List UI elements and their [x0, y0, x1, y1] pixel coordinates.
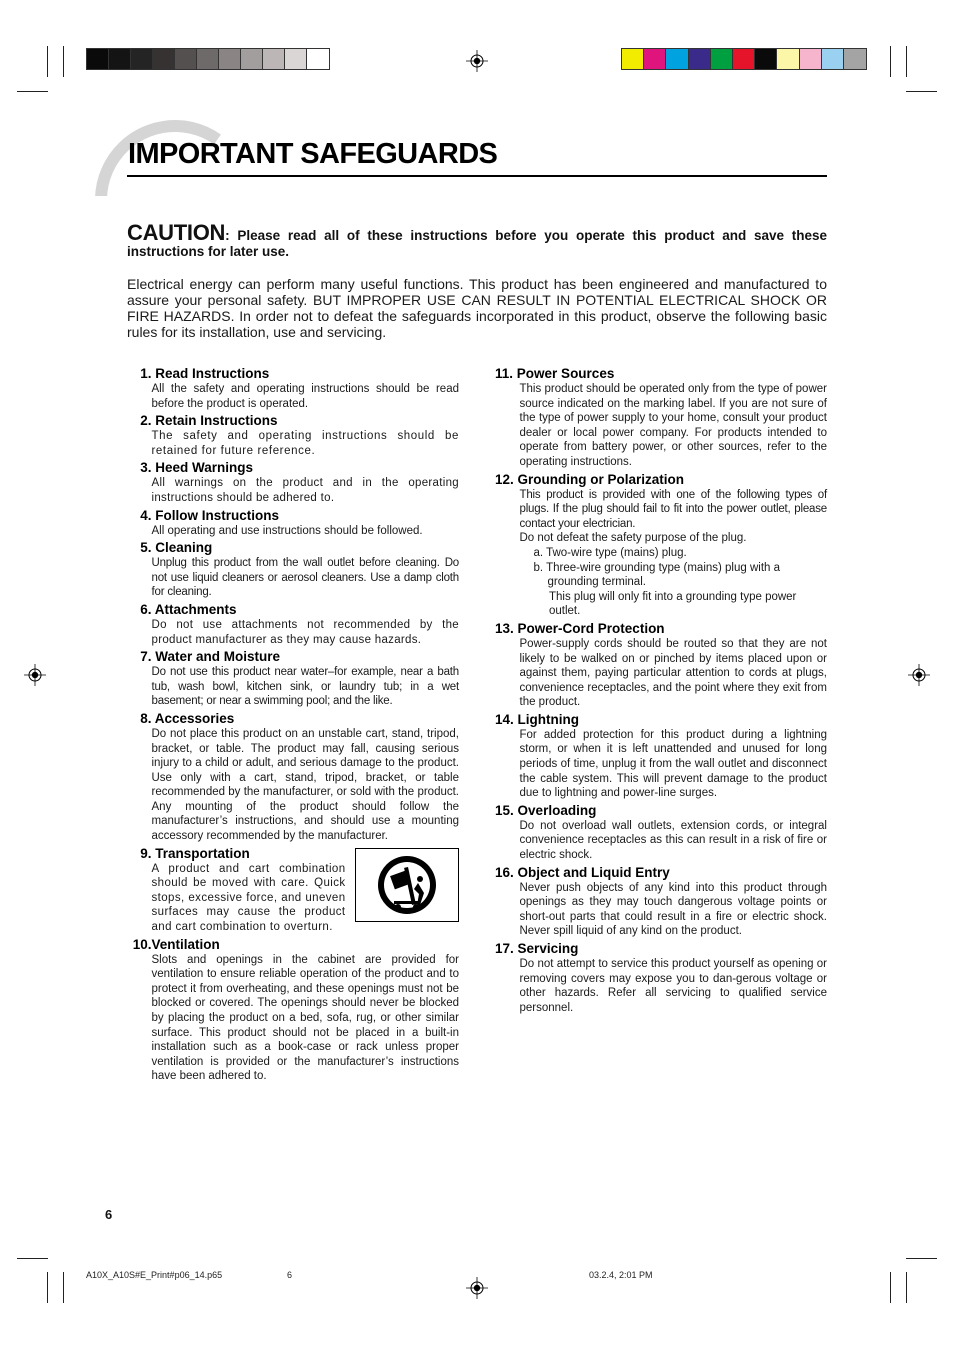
crop-mark	[47, 1272, 48, 1303]
item-number: 5.	[140, 540, 152, 556]
item-body: Power-supply cords should be routed so that they are not likely to be walked on or pinched by items placed upon or against them, paying particular attention to cords at plugs, convenience receptacles, and the point where they exit from the product.	[519, 637, 827, 709]
item-heading: Read Instructions	[155, 366, 270, 381]
color-swatch	[131, 49, 153, 69]
safeguard-item	[127, 602, 459, 647]
item-heading: Retain Instructions	[155, 413, 278, 429]
color-calibration-bar	[621, 48, 867, 70]
cart-tipover-icon	[356, 849, 458, 921]
item-heading: Attachments	[154, 601, 237, 617]
color-swatch	[800, 49, 822, 69]
cart-warning-figure	[355, 848, 459, 922]
plug-type-a: a. Two-wire type (mains) plug.	[533, 546, 687, 559]
color-swatch	[711, 49, 733, 69]
color-swatch	[844, 49, 866, 69]
crop-mark	[17, 91, 48, 92]
item-body: Never push objects of any kind into this product through openings as they may touch dangerous voltage points or short-out parts that could result in a fire or electric shock. Never spill liquid of any kind on the product.	[519, 881, 827, 938]
item-heading: Water and Moisture	[155, 649, 281, 665]
crop-mark	[63, 46, 64, 77]
crop-mark	[906, 1258, 937, 1259]
caution-text: : Please read all of these instructions before you operate this product and save these instructions for later use.	[127, 228, 827, 259]
safeguard-item	[495, 803, 827, 863]
item-body: For added protection for this product during a lightning storm, or when it is left unattended and unused for long periods of time, unplug it from the wall outlet and disconnect the cable system. This will prevent damage to the product due to lightning and power-line surges.	[519, 728, 827, 800]
crop-mark	[906, 1272, 907, 1303]
color-swatch	[263, 49, 285, 69]
item-number: 10.	[132, 936, 152, 952]
registration-mark-icon	[24, 664, 46, 686]
registration-mark-icon	[908, 664, 930, 686]
item-body: The safety and operating instructions should be retained for future reference.	[151, 430, 459, 457]
footer-timestamp: 03.2.4, 2:01 PM	[589, 1270, 653, 1280]
item-heading: Servicing	[517, 941, 579, 956]
item-number: 15.	[495, 802, 514, 818]
color-swatch	[822, 49, 844, 69]
color-swatch	[307, 49, 329, 69]
color-swatch	[777, 49, 799, 69]
item-body: Do not use attachments not recommended by the product manufacturer as they may cause hazards.	[151, 618, 459, 646]
crop-mark	[906, 46, 907, 77]
item-body: All warnings on the product and in the operating instructions should be adhered to.	[151, 477, 459, 504]
footer-filename: A10X_A10S#E_Print#p06_14.p65	[86, 1270, 223, 1280]
item-number: 6.	[140, 601, 152, 617]
color-swatch	[87, 49, 109, 69]
item-number: 14.	[495, 711, 514, 727]
right-column	[495, 366, 827, 1017]
crop-mark	[890, 46, 891, 77]
item-number: 1.	[140, 366, 152, 381]
safeguard-item	[127, 460, 459, 505]
plug-type-b-note: This plug will only fit into a grounding type power outlet.	[549, 590, 797, 618]
item-heading: Transportation	[155, 845, 250, 861]
crop-mark	[17, 1258, 48, 1259]
safeguard-item	[495, 621, 827, 710]
color-swatch	[733, 49, 755, 69]
intro-paragraph: Electrical energy can perform many useful functions. This product has been engineered and manufactured to assure your personal safety. BUT IMPROPER USE CAN RESULT IN POTENTIAL ELECTRICAL SHOCK OR FIRE HAZARDS. In order not to defeat the safeguards incorporated in this product, observe the following basic rules for its installation, use and servicing.	[127, 276, 827, 340]
item-body: Do not place this product on an unstable cart, stand, tripod, bracket, or table. The product may fall, causing serious injury to a child or adult, and serious damage to the product. Use only with a cart, stand, tripod, bracket, or table recommended by the manufacturer, or sold with the product. Any mounting of the product should follow the manufacturer’s instructions, and should use a mounting accessory recommended by the manufacturer.	[151, 727, 459, 843]
color-swatch	[689, 49, 711, 69]
item-number: 3.	[140, 460, 152, 476]
item-body: This product is provided with one of the following types of plugs. If the plug should fail to fit into the power outlet, please contact your electrician.	[519, 488, 827, 530]
item-heading: Lightning	[517, 711, 580, 727]
caution-word: CAUTION	[127, 220, 226, 245]
item-heading: Heed Warnings	[155, 460, 254, 476]
item-heading: Ventilation	[151, 936, 220, 952]
crop-mark	[47, 46, 48, 77]
item-number: 8.	[140, 710, 152, 726]
item-number: 16.	[495, 864, 514, 880]
item-heading: Power-Cord Protection	[517, 620, 665, 636]
color-swatch	[153, 49, 175, 69]
item-body: All operating and use instructions should be followed.	[151, 524, 423, 537]
color-swatch	[219, 49, 241, 69]
item-heading: Follow Instructions	[155, 507, 280, 523]
item-heading: Grounding or Polarization	[517, 471, 685, 487]
left-column	[127, 366, 459, 1086]
item-number: 17.	[495, 941, 514, 956]
item-body: A product and cart combination should be moved with care. Quick stops, excessive force, and uneven surfaces may cause the product and cart combination to overturn.	[151, 862, 346, 934]
item-number: 2.	[140, 413, 152, 429]
color-swatch	[666, 49, 688, 69]
item-heading: Overloading	[517, 802, 597, 818]
title-underline	[127, 175, 827, 177]
safeguard-item	[127, 540, 459, 600]
safeguard-item	[127, 366, 459, 411]
color-swatch	[241, 49, 263, 69]
item-number: 12.	[495, 471, 514, 487]
item-body: This product should be operated only from the type of power source indicated on the marking label. If you are not sure of the type of power supply to your home, consult your product dealer or local power company. For products intended to operate from battery power, or other sources, refer to the operating instructions.	[519, 383, 827, 468]
safeguard-item	[495, 941, 827, 1015]
page-number: 6	[105, 1207, 113, 1222]
item-number: 4.	[140, 507, 152, 523]
item-body: Do not attempt to service this product yourself as opening or removing covers may expose you to dan-gerous voltage or other hazards. Refer all servicing to qualified service personnel.	[519, 958, 827, 1014]
safeguard-item	[127, 413, 459, 458]
item-number: 7.	[140, 649, 152, 665]
caution-paragraph	[127, 220, 827, 260]
item-body: Unplug this product from the wall outlet before cleaning. Do not use liquid cleaners or aerosol cleaners. Use a damp cloth for cleaning.	[151, 557, 459, 599]
color-swatch	[285, 49, 307, 69]
item-body-extra: Do not defeat the safety purpose of the plug.	[519, 532, 747, 545]
item-body: All the safety and operating instructions should be read before the product is operated.	[151, 383, 459, 410]
safeguard-item	[127, 649, 459, 709]
item-body: Do not overload wall outlets, extension cords, or integral convenience receptacles as this can result in a risk of fire or electric shock.	[519, 819, 827, 862]
color-swatch	[197, 49, 219, 69]
safeguard-item	[495, 366, 827, 470]
safeguard-item	[495, 865, 827, 939]
item-number: 13.	[495, 620, 514, 636]
registration-mark-icon	[466, 1277, 488, 1299]
safeguard-item	[127, 508, 459, 539]
item-heading: Power Sources	[516, 366, 615, 381]
item-heading: Accessories	[154, 710, 235, 726]
registration-mark-icon	[466, 50, 488, 72]
footer-page: 6	[287, 1270, 293, 1280]
color-swatch	[109, 49, 131, 69]
item-body: Slots and openings in the cabinet are provided for ventilation to ensure reliable operation of the product and to protect it from overheating, and these openings must not be blocked or covered. The openings should never be blocked by placing the product on a bed, sofa, rug, or other similar surface. This product should not be placed in a built-in installation such as a book-case or rack unless proper ventilation is provided or the manufacturer’s instructions have been adhered to.	[151, 953, 459, 1083]
page-title: IMPORTANT SAFEGUARDS	[128, 138, 498, 170]
item-number: 11.	[495, 366, 514, 381]
gray-calibration-bar	[86, 48, 330, 70]
color-swatch	[644, 49, 666, 69]
safeguard-item	[495, 712, 827, 801]
color-swatch	[755, 49, 777, 69]
item-heading: Cleaning	[155, 540, 213, 556]
safeguard-item	[127, 937, 459, 1084]
crop-mark	[906, 91, 937, 92]
item-body: Do not use this product near water–for example, near a bath tub, wash bowl, kitchen sink, or laundry tub; in a wet basement; or near a swimming pool; and the like.	[151, 666, 459, 708]
safeguard-item	[127, 711, 459, 844]
item-heading: Object and Liquid Entry	[517, 864, 670, 880]
plug-type-b: b. Three-wire grounding type (mains) plug with a grounding terminal.	[533, 561, 781, 589]
color-swatch	[622, 49, 644, 69]
safeguard-item	[495, 472, 827, 619]
safeguard-item	[127, 846, 459, 935]
item-number: 9.	[140, 845, 152, 861]
color-swatch	[175, 49, 197, 69]
crop-mark	[890, 1272, 891, 1303]
crop-mark	[63, 1272, 64, 1303]
